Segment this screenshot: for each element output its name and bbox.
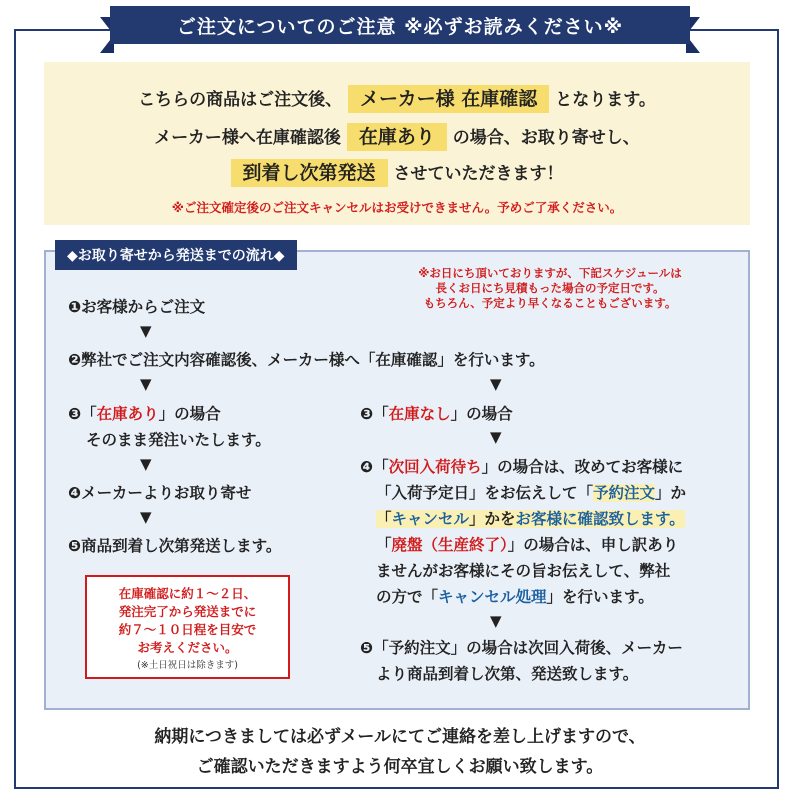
- left-step-5: ❺商品到着し次第発送します。: [68, 537, 282, 555]
- arrow-down-icon: ▼: [140, 375, 152, 393]
- notice-line-3: 到着し次第発送 させていただきます！: [44, 158, 750, 185]
- highlight-maker-check: メーカー様 在庫確認: [348, 85, 549, 113]
- notice-line-2: メーカー様へ在庫確認後 在庫あり の場合、お取り寄せし、: [44, 122, 750, 149]
- highlight-ship-on-arrival: 到着し次第発送: [231, 159, 388, 187]
- left-step-4: ❹メーカーよりお取り寄せ: [68, 484, 252, 502]
- left-step-3: ❸「在庫あり」の場合: [68, 405, 221, 423]
- notice-box: [44, 62, 750, 225]
- highlight-in-stock: 在庫あり: [347, 123, 447, 151]
- footer-line-2: ご確認いただきますよう何卒宜しくお願い致します。: [196, 757, 604, 777]
- title-banner: [110, 6, 690, 44]
- right-step-4-line-3: 「キャンセル」かをお客様に確認致します。: [376, 510, 685, 528]
- arrow-down-icon: ▼: [490, 375, 502, 393]
- cancel-warning: ※ご注文確定後のご注文キャンセルはお受けできません。予めご了承ください。: [171, 200, 623, 215]
- right-step-5-line-2: より商品到着し次第、発送致します。: [376, 665, 639, 683]
- step-2: ❷弊社でご注文内容確認後、メーカー様へ「在庫確認」を行います。: [68, 351, 545, 369]
- schedule-note: ※お日にち頂いておりますが、下記スケジュールは 長くお日にち見積もった場合の予定日です。 もちろん、予定より早くなることもございます。: [418, 266, 682, 310]
- right-step-4-line-2: 「入荷予定日」をお伝えして「予約注文」か: [376, 484, 687, 502]
- lead-time-note: 在庫確認に約１～２日、 発注完了から発送までに 約７～１０日程を目安で お考えください。 (※土日祝日は除きます): [85, 575, 290, 679]
- right-step-4-line-5: ませんがお客様にその旨お伝えして、弊社: [376, 562, 671, 580]
- right-step-4-line-6: の方で「キャンセル処理」を行います。: [376, 588, 654, 606]
- right-step-3: ❸「在庫なし」の場合: [360, 405, 513, 423]
- left-step-3-detail: そのまま発注いたします。: [86, 431, 271, 449]
- arrow-down-icon: ▼: [140, 322, 152, 340]
- arrow-down-icon: ▼: [140, 455, 152, 473]
- right-step-4-line-4: 「廃盤（生産終了）」の場合は、申し訳あり: [376, 536, 679, 554]
- arrow-down-icon: ▼: [490, 612, 502, 630]
- flow-heading: ◆お取り寄せから発送までの流れ◆: [55, 240, 297, 270]
- step-1: ❶お客様からご注文: [68, 298, 206, 316]
- arrow-down-icon: ▼: [490, 428, 502, 446]
- notice-line-1: こちらの商品はご注文後、 メーカー様 在庫確認 となります。: [44, 84, 750, 111]
- arrow-down-icon: ▼: [140, 508, 152, 526]
- right-step-5: ❺「予約注文」の場合は次回入荷後、メーカー: [360, 639, 683, 657]
- right-step-4: ❹「次回入荷待ち」の場合は、改めてお客様に: [360, 458, 684, 476]
- footer-line-1: 納期につきましては必ずメールにてご連絡を差し上げますので、: [154, 727, 646, 747]
- page-title: ご注文についてのご注意 ※必ずお読みください※: [176, 15, 624, 38]
